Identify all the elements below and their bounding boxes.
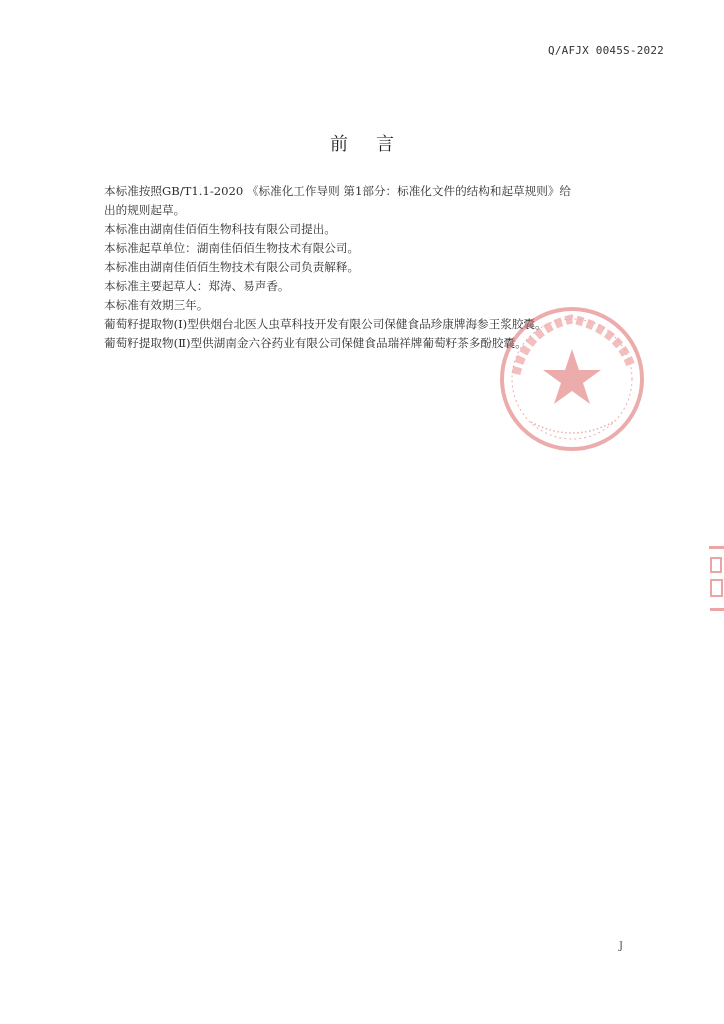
body-line: 出的规则起草。 [104, 203, 186, 217]
body-line: 本标准按照GB/T1.1-2020 《标准化工作导则 第1部分：标准化文件的结构和起草规则》给 [104, 184, 572, 198]
seal-star-icon [543, 349, 601, 404]
body-line: 本标准由湖南佳佰佰生物技术有限公司负责解释。 [104, 260, 360, 274]
edge-seal-stamp [706, 544, 724, 616]
body-line: 葡萄籽提取物(Ⅱ)型供湖南金六谷药业有限公司保健食品瑞祥牌葡萄籽茶多酚胶囊。 [104, 336, 527, 350]
body-line: 本标准主要起草人：郑涛、易声香。 [104, 279, 290, 293]
body-line: 本标准由湖南佳佰佰生物科技有限公司提出。 [104, 222, 336, 236]
page-number: J [619, 941, 624, 952]
body-line: 葡萄籽提取物(Ⅰ)型供烟台北医人虫草科技开发有限公司保健食品珍康牌海参王浆胶囊。 [104, 317, 547, 331]
document-code: Q/AFJX 0045S-2022 [548, 44, 664, 57]
body-line: 本标准起草单位：湖南佳佰佰生物技术有限公司。 [104, 241, 360, 255]
company-seal-stamp [486, 304, 658, 454]
page-title: 前言 [330, 134, 422, 155]
body-line: 本标准有效期三年。 [104, 298, 209, 312]
